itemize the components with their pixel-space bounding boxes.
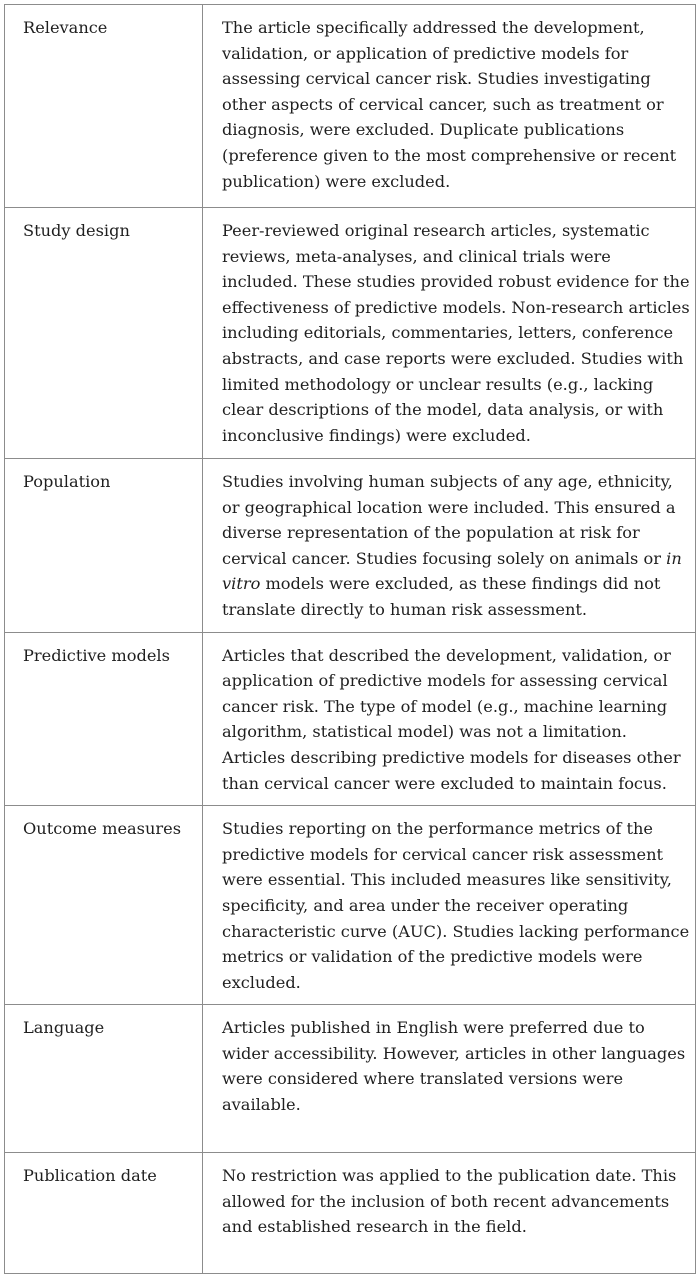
table-row [5,1153,696,1274]
criterion-label: Outcome measures [5,806,203,1005]
criterion-description: Peer-reviewed original research articles, systematic reviews, meta-analyses, and clinical trials were included. These studies provided robust evidence for the effectiveness of predictive models. Non-research articles including editorials, commentaries, letters, conference abstracts, and case reports were excluded. Studies with limited methodology or unclear results (e.g., lacking clear descriptions of the model, data analysis, or with inconclusive findings) were excluded. [203,208,696,459]
criterion-label: Relevance [5,5,203,208]
criterion-label: Population [5,459,203,633]
criterion-label: Predictive models [5,632,203,806]
criterion-description: The article specifically addressed the development, validation, or application of predictive models for assessing cervical cancer risk. Studies investigating other aspects of cervical cancer, such as treatment or diagnosis, were excluded. Duplicate publications (preference given to the most comprehensive or recent publication) were excluded. [203,5,696,208]
criterion-description: Studies reporting on the performance metrics of the predictive models for cervical cancer risk assessment were essential. This included measures like sensitivity, specificity, and area under the receiver operating characteristic curve (AUC). Studies lacking performance metrics or validation of the predictive models were excluded. [203,806,696,1005]
table-row [5,208,696,459]
criterion-label: Language [5,1005,203,1153]
criterion-description: Articles published in English were preferred due to wider accessibility. However, articles in other languages were considered where translated versions were available. [203,1005,696,1153]
criterion-description [203,459,696,633]
description-text: models were excluded, as these findings did not translate directly to human risk assessment. [222,574,661,619]
criterion-label: Study design [5,208,203,459]
description-text: Studies involving human subjects of any age, ethnicity, or geographical location were included. This ensured a diverse representation of the population at risk for cervical cancer. Studies focusing solely on animals or [222,472,676,568]
criteria-table [4,4,696,1274]
in-vitro-term: in vitro [222,548,682,594]
criterion-description: Articles that described the development, validation, or application of predictive models for assessing cervical cancer risk. The type of model (e.g., machine learning algorithm, statistical model) was not a limitation. Articles describing predictive models for diseases other than cervical cancer were excluded to maintain focus. [203,632,696,806]
table-row [5,459,696,633]
criterion-label: Publication date [5,1153,203,1274]
table-row [5,632,696,806]
table-row [5,806,696,1005]
table-row [5,1005,696,1153]
table-row [5,5,696,208]
criterion-description: No restriction was applied to the publication date. This allowed for the inclusion of both recent advancements and established research in the field. [203,1153,696,1274]
